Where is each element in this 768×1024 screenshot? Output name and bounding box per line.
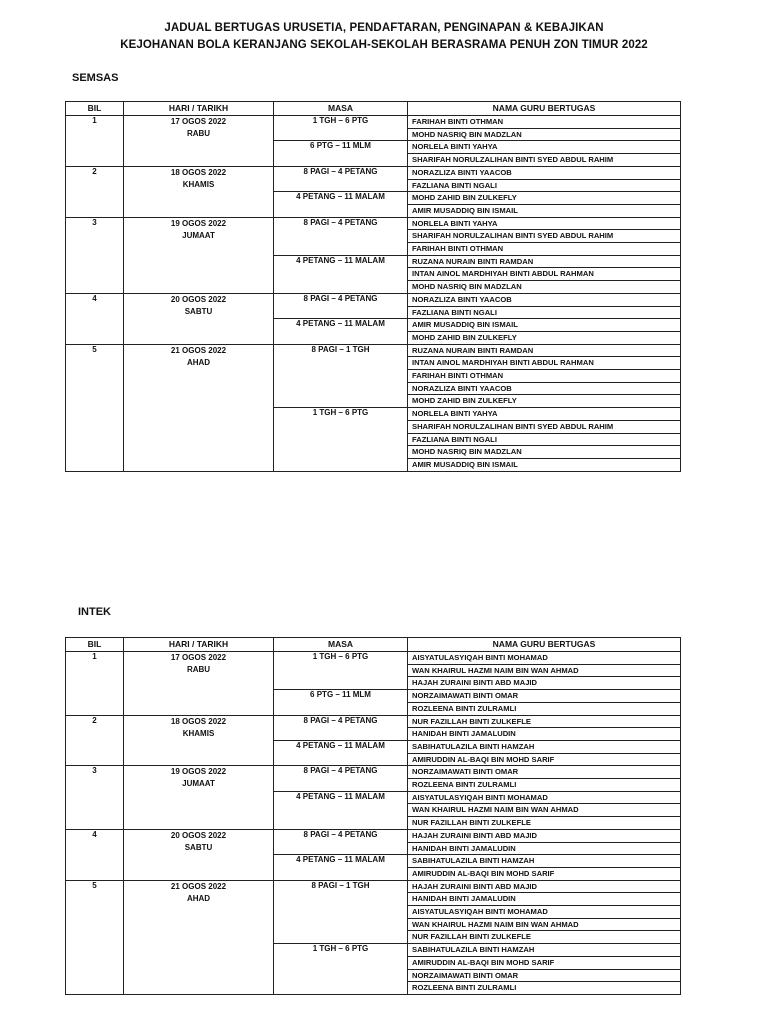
teacher-name-cell: HANIDAH BINTI JAMALUDIN	[408, 842, 681, 855]
teacher-name-cell: FAZLIANA BINTI NGALI	[408, 433, 681, 446]
teacher-name-cell: AMIRUDDIN AL-BAQI BIN MOHD SARIF	[408, 753, 681, 766]
names-header: NAMA GURU BERTUGAS	[408, 102, 681, 116]
date-text: 20 OGOS 2022	[170, 830, 227, 840]
table-row	[66, 829, 681, 842]
bil-header: BIL	[66, 102, 124, 116]
time-cell: 8 PAGI – 4 PETANG	[274, 293, 408, 318]
day-text: KHAMIS	[182, 179, 215, 189]
teacher-name-cell: NORZAIMAWATI BINTI OMAR	[408, 969, 681, 982]
time-header: MASA	[274, 102, 408, 116]
teacher-name-cell: HANIDAH BINTI JAMALUDIN	[408, 728, 681, 741]
teacher-name-cell: NORAZLIZA BINTI YAACOB	[408, 382, 681, 395]
table-row	[66, 715, 681, 728]
teacher-name-cell: NORZAIMAWATI BINTI OMAR	[408, 690, 681, 703]
date-cell	[124, 715, 274, 766]
teacher-name-cell: NORLELA BINTI YAHYA	[408, 408, 681, 421]
teacher-name-cell: SABIHATULAZILA BINTI HAMZAH	[408, 740, 681, 753]
time-cell: 1 TGH – 6 PTG	[274, 116, 408, 141]
teacher-name-cell: NUR FAZILLAH BINTI ZULKEFLE	[408, 817, 681, 830]
date-text: 21 OGOS 2022	[170, 345, 227, 355]
bil-cell: 4	[66, 829, 124, 880]
teacher-name-cell: MOHD NASRIQ BIN MADZLAN	[408, 446, 681, 459]
teacher-name-cell: HANIDAH BINTI JAMALUDIN	[408, 893, 681, 906]
teacher-name-cell: MOHD NASRIQ BIN MADZLAN	[408, 281, 681, 294]
day-text: AHAD	[186, 357, 211, 367]
day-text: RABU	[186, 665, 211, 674]
teacher-name-cell: HAJAH ZURAINI BINTI ABD MAJID	[408, 829, 681, 842]
day-text: KHAMIS	[182, 728, 215, 738]
date-text: 17 OGOS 2022	[170, 653, 227, 662]
time-cell: 8 PAGI – 4 PETANG	[274, 166, 408, 191]
teacher-name-cell: ROZLEENA BINTI ZULRAMLI	[408, 779, 681, 792]
teacher-name-cell: MOHD ZAHID BIN ZULKEFLY	[408, 192, 681, 205]
bil-cell: 1	[66, 116, 124, 167]
date-text: 18 OGOS 2022	[170, 716, 227, 726]
table-header-row	[66, 638, 681, 652]
teacher-name-cell: SABIHATULAZILA BINTI HAMZAH	[408, 944, 681, 957]
time-cell: 8 PAGI – 4 PETANG	[274, 766, 408, 791]
names-header: NAMA GURU BERTUGAS	[408, 638, 681, 652]
section-label-semsas: SEMSAS	[72, 72, 119, 84]
time-cell: 8 PAGI – 1 TGH	[274, 344, 408, 408]
date-header: HARI / TARIKH	[124, 102, 274, 116]
teacher-name-cell: NORAZLIZA BINTI YAACOB	[408, 293, 681, 306]
teacher-name-cell: RUZANA NURAIN BINTI RAMDAN	[408, 255, 681, 268]
teacher-name-cell: AMIR MUSADDIQ BIN ISMAIL	[408, 204, 681, 217]
time-cell: 4 PETANG – 11 MALAM	[274, 855, 408, 880]
time-cell: 8 PAGI – 1 TGH	[274, 880, 408, 944]
teacher-name-cell: FARIHAH BINTI OTHMAN	[408, 370, 681, 383]
bil-cell: 3	[66, 766, 124, 830]
teacher-name-cell: AISYATULASYIQAH BINTI MOHAMAD	[408, 906, 681, 919]
day-text: AHAD	[186, 893, 211, 903]
teacher-name-cell: SHARIFAH NORULZALIHAN BINTI SYED ABDUL RAHIM	[408, 230, 681, 243]
teacher-name-cell: WAN KHAIRUL HAZMI NAIM BIN WAN AHMAD	[408, 664, 681, 677]
date-cell	[124, 880, 274, 994]
teacher-name-cell: AISYATULASYIQAH BINTI MOHAMAD	[408, 652, 681, 665]
date-text: 17 OGOS 2022	[170, 117, 227, 126]
bil-cell: 5	[66, 344, 124, 471]
table-row	[66, 166, 681, 179]
time-header: MASA	[274, 638, 408, 652]
teacher-name-cell: MOHD ZAHID BIN ZULKEFLY	[408, 331, 681, 344]
date-text: 20 OGOS 2022	[170, 294, 227, 304]
teacher-name-cell: SHARIFAH NORULZALIHAN BINTI SYED ABDUL RAHIM	[408, 420, 681, 433]
table-row	[66, 766, 681, 779]
time-cell: 1 TGH – 6 PTG	[274, 944, 408, 995]
time-cell: 1 TGH – 6 PTG	[274, 408, 408, 472]
table-row	[66, 652, 681, 665]
teacher-name-cell: AMIR MUSADDIQ BIN ISMAIL	[408, 319, 681, 332]
date-header: HARI / TARIKH	[124, 638, 274, 652]
teacher-name-cell: FAZLIANA BINTI NGALI	[408, 306, 681, 319]
teacher-name-cell: HAJAH ZURAINI BINTI ABD MAJID	[408, 677, 681, 690]
teacher-name-cell: FARIHAH BINTI OTHMAN	[408, 243, 681, 256]
day-text: JUMAAT	[182, 230, 215, 240]
date-cell	[124, 293, 274, 344]
teacher-name-cell: ROZLEENA BINTI ZULRAMLI	[408, 702, 681, 715]
teacher-name-cell: INTAN AINOL MARDHIYAH BINTI ABDUL RAHMAN	[408, 357, 681, 370]
time-cell: 8 PAGI – 4 PETANG	[274, 715, 408, 740]
teacher-name-cell: SHARIFAH NORULZALIHAN BINTI SYED ABDUL RAHIM	[408, 154, 681, 167]
teacher-name-cell: NUR FAZILLAH BINTI ZULKEFLE	[408, 931, 681, 944]
teacher-name-cell: MOHD NASRIQ BIN MADZLAN	[408, 128, 681, 141]
date-text: 19 OGOS 2022	[170, 767, 227, 777]
teacher-name-cell: NORZAIMAWATI BINTI OMAR	[408, 766, 681, 779]
teacher-name-cell: AISYATULASYIQAH BINTI MOHAMAD	[408, 791, 681, 804]
date-cell	[124, 217, 274, 293]
time-cell: 4 PETANG – 11 MALAM	[274, 740, 408, 765]
table-row	[66, 293, 681, 306]
teacher-name-cell: RUZANA NURAIN BINTI RAMDAN	[408, 344, 681, 357]
teacher-name-cell: INTAN AINOL MARDHIYAH BINTI ABDUL RAHMAN	[408, 268, 681, 281]
bil-header: BIL	[66, 638, 124, 652]
table-row	[66, 880, 681, 893]
date-cell	[124, 766, 274, 830]
table-row	[66, 344, 681, 357]
document-subtitle: KEJOHANAN BOLA KERANJANG SEKOLAH-SEKOLAH BERASRAMA PENUH ZON TIMUR 2022	[120, 39, 648, 51]
time-cell: 6 PTG – 11 MLM	[274, 690, 408, 715]
bil-cell: 2	[66, 166, 124, 217]
time-cell: 1 TGH – 6 PTG	[274, 652, 408, 690]
teacher-name-cell: WAN KHAIRUL HAZMI NAIM BIN WAN AHMAD	[408, 804, 681, 817]
time-cell: 4 PETANG – 11 MALAM	[274, 192, 408, 217]
schedule-table-intek	[65, 637, 681, 995]
time-cell: 8 PAGI – 4 PETANG	[274, 217, 408, 255]
time-cell: 4 PETANG – 11 MALAM	[274, 255, 408, 293]
teacher-name-cell: HAJAH ZURAINI BINTI ABD MAJID	[408, 880, 681, 893]
teacher-name-cell: NORAZLIZA BINTI YAACOB	[408, 166, 681, 179]
date-cell	[124, 652, 274, 716]
time-cell: 8 PAGI – 4 PETANG	[274, 829, 408, 854]
teacher-name-cell: NORLELA BINTI YAHYA	[408, 141, 681, 154]
section-label-intek: INTEK	[78, 606, 111, 618]
date-text: 19 OGOS 2022	[170, 218, 227, 228]
table-row	[66, 217, 681, 230]
teacher-name-cell: AMIR MUSADDIQ BIN ISMAIL	[408, 458, 681, 471]
teacher-name-cell: SABIHATULAZILA BINTI HAMZAH	[408, 855, 681, 868]
bil-cell: 3	[66, 217, 124, 293]
teacher-name-cell: WAN KHAIRUL HAZMI NAIM BIN WAN AHMAD	[408, 918, 681, 931]
day-text: SABTU	[184, 842, 213, 852]
day-text: SABTU	[184, 306, 213, 316]
teacher-name-cell: MOHD ZAHID BIN ZULKEFLY	[408, 395, 681, 408]
teacher-name-cell: ROZLEENA BINTI ZULRAMLI	[408, 982, 681, 995]
teacher-name-cell: FAZLIANA BINTI NGALI	[408, 179, 681, 192]
teacher-name-cell: AMIRUDDIN AL-BAQI BIN MOHD SARIF	[408, 956, 681, 969]
time-cell: 6 PTG – 11 MLM	[274, 141, 408, 166]
day-text: RABU	[186, 129, 211, 138]
date-cell	[124, 166, 274, 217]
teacher-name-cell: AMIRUDDIN AL-BAQI BIN MOHD SARIF	[408, 867, 681, 880]
table-header-row	[66, 102, 681, 116]
bil-cell: 1	[66, 652, 124, 716]
date-cell	[124, 116, 274, 167]
date-cell	[124, 829, 274, 880]
date-cell	[124, 344, 274, 471]
time-cell: 4 PETANG – 11 MALAM	[274, 791, 408, 829]
schedule-table-semsas	[65, 101, 681, 472]
time-cell: 4 PETANG – 11 MALAM	[274, 319, 408, 344]
document-title: JADUAL BERTUGAS URUSETIA, PENDAFTARAN, PENGINAPAN & KEBAJIKAN	[164, 22, 604, 34]
bil-cell: 4	[66, 293, 124, 344]
table-row	[66, 116, 681, 129]
teacher-name-cell: NUR FAZILLAH BINTI ZULKEFLE	[408, 715, 681, 728]
date-text: 18 OGOS 2022	[170, 167, 227, 177]
date-text: 21 OGOS 2022	[170, 881, 227, 891]
bil-cell: 2	[66, 715, 124, 766]
bil-cell: 5	[66, 880, 124, 994]
teacher-name-cell: NORLELA BINTI YAHYA	[408, 217, 681, 230]
teacher-name-cell: FARIHAH BINTI OTHMAN	[408, 116, 681, 129]
day-text: JUMAAT	[182, 779, 215, 789]
